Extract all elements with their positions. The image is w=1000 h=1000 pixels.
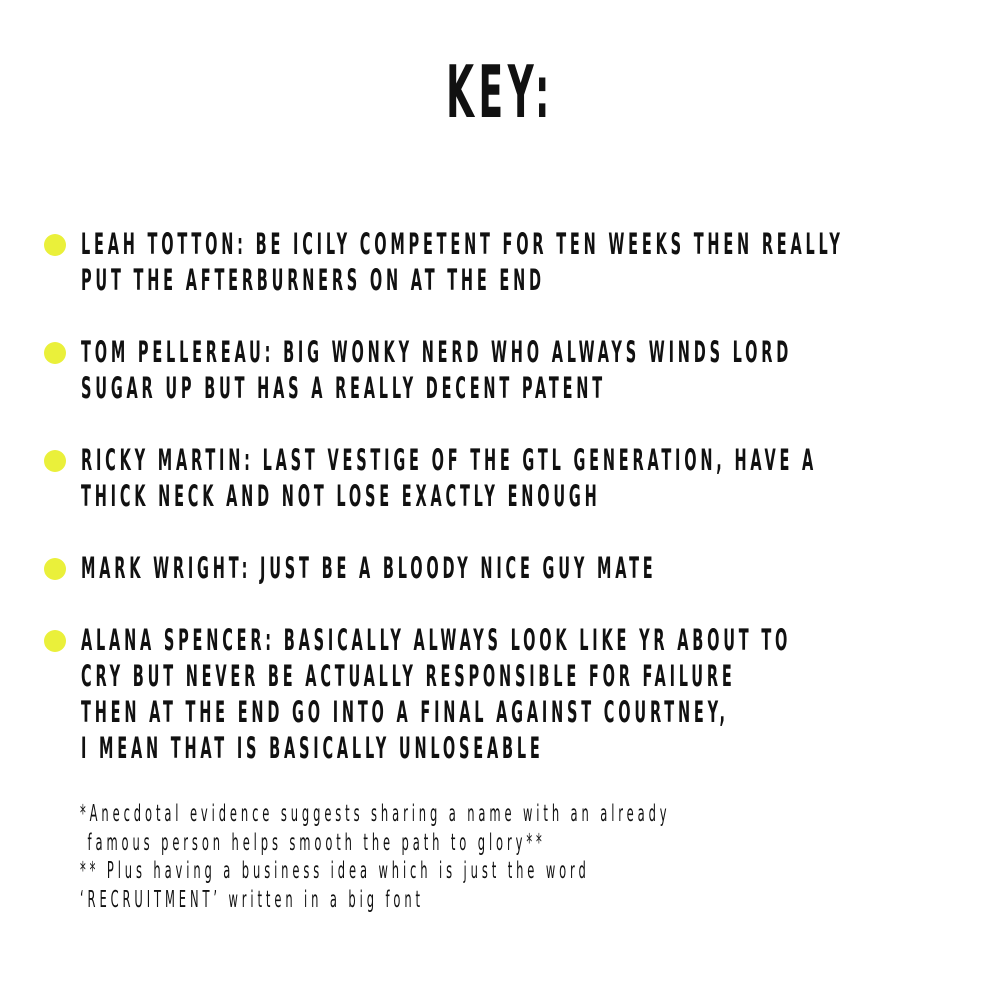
key-item-text: ALANA SPENCER: BASICALLY ALWAYS LOOK LIKE YR ABOUT TO CRY BUT NEVER BE ACTUALLY RESPONSIBLE FOR FAILURE THEN AT THE END GO INTO A FINAL AGAINST COURTNEY, I MEAN THAT IS BASICALLY UNLOSEABLE: [81, 623, 792, 765]
bullet-dot-icon: [44, 342, 66, 364]
key-item-text: MARK WRIGHT: JUST BE A BLOODY NICE GUY MATE: [81, 551, 657, 585]
key-item-text: TOM PELLEREAU: BIG WONKY NERD WHO ALWAYS WINDS LORD SUGAR UP BUT HAS A REALLY DECENT PATENT: [81, 335, 793, 405]
key-item-text: RICKY MARTIN: LAST VESTIGE OF THE GTL GENERATION, HAVE A THICK NECK AND NOT LOSE EXACTLY ENOUGH: [81, 443, 818, 513]
bullet-dot-icon: [44, 558, 66, 580]
bullet-dot-icon: [44, 450, 66, 472]
bullet-dot-icon: [44, 630, 66, 652]
key-item-text: LEAH TOTTON: BE ICILY COMPETENT FOR TEN WEEKS THEN REALLY PUT THE AFTERBURNERS ON AT THE END: [81, 227, 844, 297]
footnote: *Anecdotal evidence suggests sharing a name with an already famous person helps smooth the path to glory** ** Plus having a business idea which is just the word ‘RECRUITMENT’ written in a big font: [80, 801, 671, 913]
bullet-dot-icon: [44, 234, 66, 256]
page-title: KEY:: [446, 50, 554, 134]
